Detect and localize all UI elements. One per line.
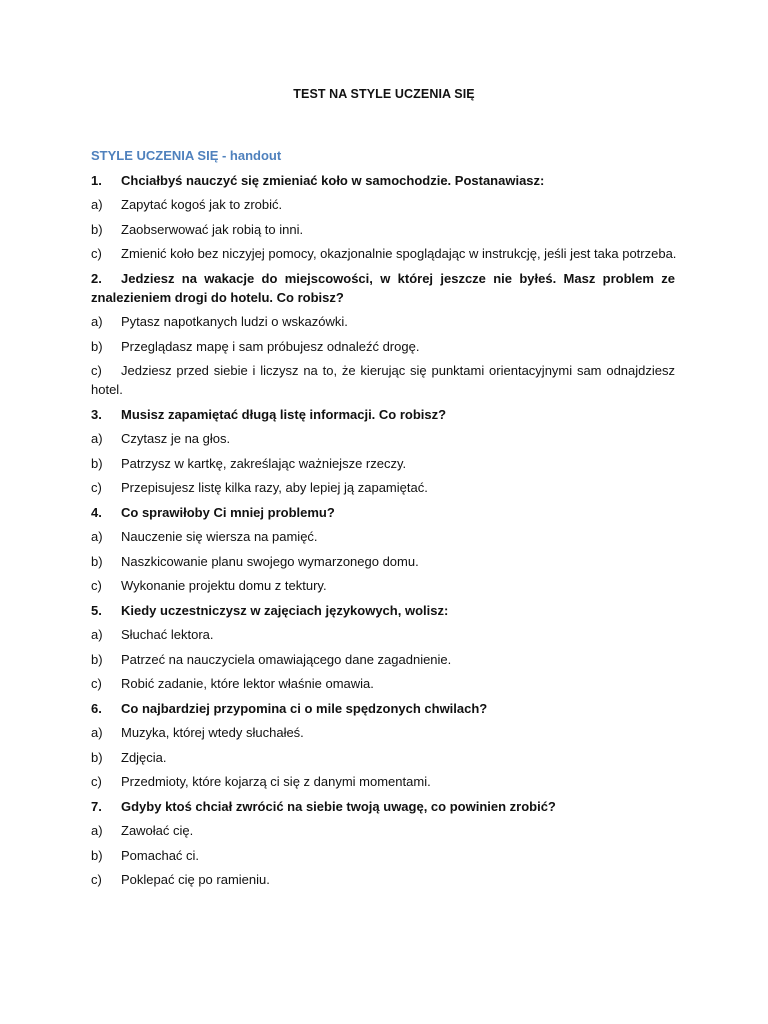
option-5b	[91, 650, 675, 669]
question-text: Jedziesz na wakacje do miejscowości, w której jeszcze nie byłeś. Masz problem ze znalezieniem drogi do hotelu. Co robisz?	[91, 270, 675, 305]
question-number: 7.	[91, 798, 102, 814]
option-letter: a)	[91, 314, 103, 329]
question-text: Gdyby ktoś chciał zwrócić na siebie twoją uwagę, co powinien zrobić?	[121, 798, 556, 814]
option-5c	[91, 674, 675, 693]
option-letter: b)	[91, 221, 103, 237]
option-4a	[91, 527, 675, 546]
option-6b	[91, 748, 675, 767]
option-letter: b)	[91, 553, 103, 569]
option-letter: c)	[91, 363, 102, 378]
section-subtitle: STYLE UCZENIA SIĘ - handout	[91, 148, 282, 163]
document-body	[91, 146, 675, 895]
option-letter: c)	[91, 774, 102, 789]
option-7c	[91, 870, 675, 889]
option-text: Wykonanie projektu domu z tektury.	[121, 578, 327, 593]
option-text: Przedmioty, które kojarzą ci się z danymi momentami.	[121, 774, 431, 789]
option-7b	[91, 846, 675, 865]
question-1	[91, 171, 675, 190]
question-number: 3.	[91, 406, 102, 422]
option-letter: c)	[91, 872, 102, 887]
option-letter: a)	[91, 431, 103, 446]
option-4c	[91, 576, 675, 595]
question-number: 6.	[91, 700, 102, 716]
option-text: Przepisujesz listę kilka razy, aby lepiej ją zapamiętać.	[121, 480, 428, 495]
option-text: Muzyka, której wtedy słuchałeś.	[121, 725, 304, 740]
option-text: Czytasz je na głos.	[121, 431, 231, 446]
question-text: Co najbardziej przypomina ci o mile spędzonych chwilach?	[121, 700, 488, 716]
question-2	[91, 269, 675, 307]
option-text: Zawołać cię.	[121, 823, 194, 838]
option-letter: c)	[91, 676, 102, 691]
option-text: Zdjęcia.	[121, 749, 167, 765]
option-text: Poklepać cię po ramieniu.	[121, 872, 270, 887]
question-4	[91, 503, 675, 522]
option-text: Słuchać lektora.	[121, 627, 214, 642]
option-letter: a)	[91, 529, 103, 544]
option-letter: b)	[91, 847, 103, 863]
option-1b	[91, 220, 675, 239]
option-text: Patrzysz w kartkę, zakreślając ważniejsze rzeczy.	[121, 455, 407, 471]
option-text: Robić zadanie, które lektor właśnie omawia.	[121, 676, 374, 691]
question-number: 4.	[91, 504, 102, 520]
option-letter: a)	[91, 725, 103, 740]
question-5	[91, 601, 675, 620]
option-3a	[91, 429, 675, 448]
option-letter: b)	[91, 338, 103, 354]
option-letter: c)	[91, 480, 102, 495]
option-text: Pomachać ci.	[121, 847, 200, 863]
question-7	[91, 797, 675, 816]
option-1a	[91, 195, 675, 214]
question-number: 1.	[91, 172, 102, 188]
option-text: Zapytać kogoś jak to zrobić.	[121, 197, 283, 212]
option-2a	[91, 312, 675, 331]
option-5a	[91, 625, 675, 644]
question-text: Kiedy uczestniczysz w zajęciach językowych, wolisz:	[121, 602, 449, 618]
option-letter: a)	[91, 627, 103, 642]
question-text: Musisz zapamiętać długą listę informacji. Co robisz?	[121, 406, 447, 422]
option-2c	[91, 361, 675, 399]
option-4b	[91, 552, 675, 571]
question-number: 2.	[91, 270, 102, 286]
option-6a	[91, 723, 675, 742]
question-6	[91, 699, 675, 718]
option-7a	[91, 821, 675, 840]
option-text: Pytasz napotkanych ludzi o wskazówki.	[121, 314, 348, 329]
option-letter: a)	[91, 197, 103, 212]
question-3	[91, 405, 675, 424]
option-letter: a)	[91, 823, 103, 838]
question-number: 5.	[91, 602, 102, 618]
document-title: TEST NA STYLE UCZENIA SIĘ	[293, 87, 475, 101]
question-text: Co sprawiłoby Ci mniej problemu?	[121, 504, 335, 520]
option-text: Zmienić koło bez niczyjej pomocy, okazjonalnie spoglądając w instrukcję, jeśli jest taka potrzeba.	[121, 246, 677, 261]
option-3c	[91, 478, 675, 497]
option-6c	[91, 772, 675, 791]
option-2b	[91, 337, 675, 356]
option-letter: b)	[91, 455, 103, 471]
option-text: Jedziesz przed siebie i liczysz na to, że kierując się punktami orientacyjnymi sam odnajdziesz hotel.	[91, 363, 675, 397]
option-text: Zaobserwować jak robią to inni.	[121, 221, 304, 237]
option-letter: c)	[91, 578, 102, 593]
option-text: Przeglądasz mapę i sam próbujesz odnaleźć drogę.	[121, 338, 420, 354]
option-text: Patrzeć na nauczyciela omawiającego dane zagadnienie.	[121, 651, 452, 667]
option-letter: b)	[91, 651, 103, 667]
option-text: Nauczenie się wiersza na pamięć.	[121, 529, 318, 544]
option-letter: c)	[91, 246, 102, 261]
option-text: Naszkicowanie planu swojego wymarzonego domu.	[121, 553, 419, 569]
question-text: Chciałbyś nauczyć się zmieniać koło w samochodzie. Postanawiasz:	[121, 172, 545, 188]
option-letter: b)	[91, 749, 103, 765]
option-1c	[91, 244, 675, 263]
option-3b	[91, 454, 675, 473]
